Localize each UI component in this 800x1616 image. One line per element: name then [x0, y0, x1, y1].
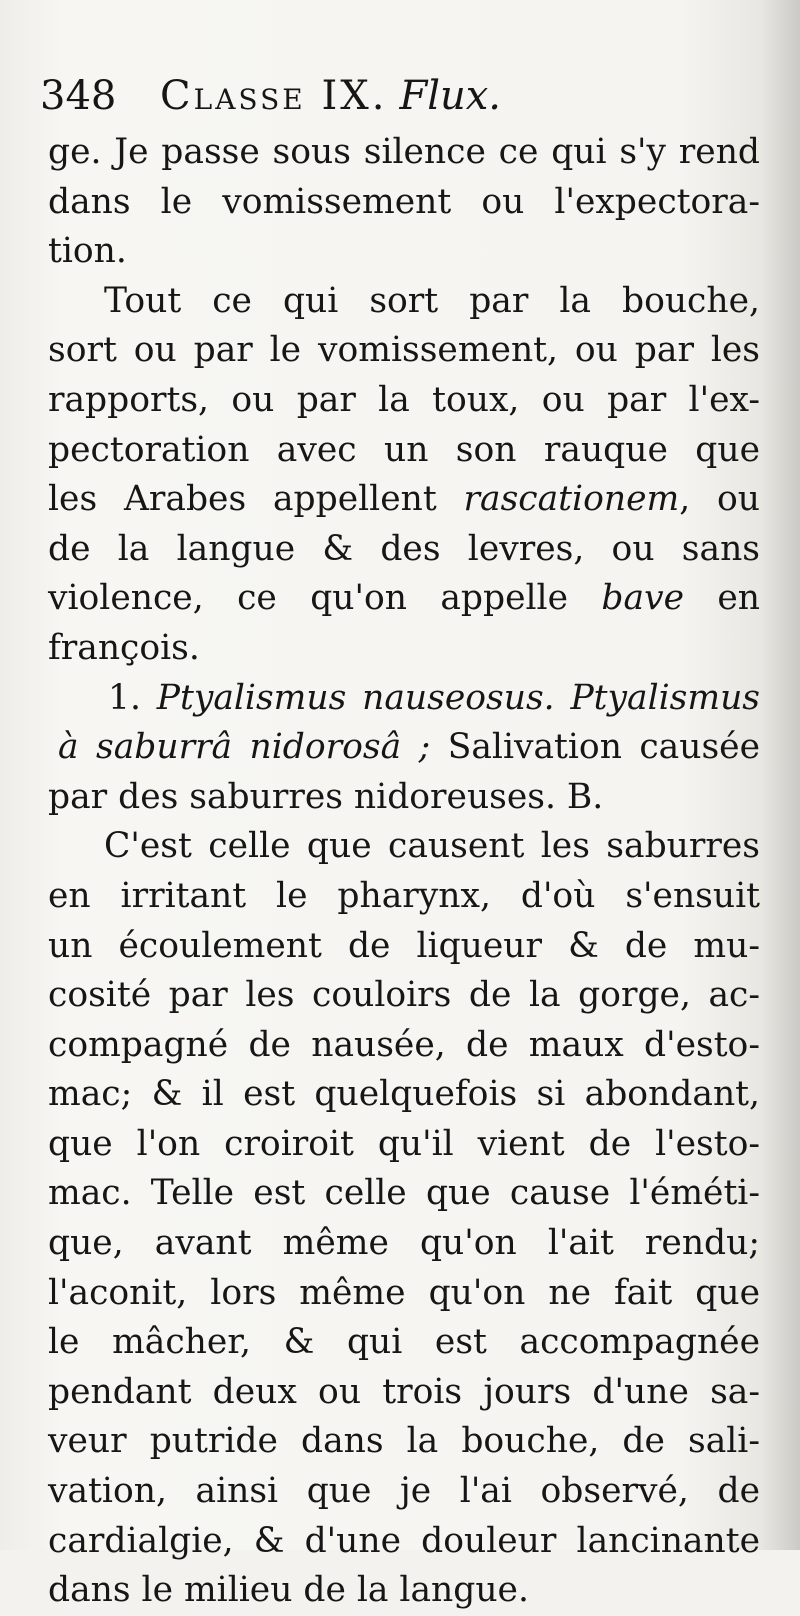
text-segment: Salivation causée — [447, 727, 760, 768]
text-line: veur putride dans la bouche, de sali- — [48, 1421, 760, 1462]
text-line: dans le vomissement ou l'expectora- — [48, 181, 760, 222]
page-body — [48, 128, 760, 1616]
text-line: de la langue & des levres, ou sans — [48, 528, 760, 569]
italic-term: rascationem — [463, 479, 680, 520]
text-line — [48, 475, 760, 525]
text-segment: violence, ce qu'on appelle — [48, 578, 569, 619]
text-line — [48, 574, 760, 624]
text-line: un écoulement de liqueur & de mu- — [48, 925, 760, 966]
text-segment: , ou — [679, 479, 760, 520]
text-line: pectoration avec un son rauque que — [48, 429, 760, 470]
text-segment: en — [717, 578, 761, 619]
text-line: que, avant même qu'on l'ait rendu; — [48, 1223, 760, 1264]
text-line: mac; & il est quelquefois si abondant, — [48, 1074, 760, 1115]
text-line: tion. — [48, 231, 127, 272]
page-header — [40, 66, 760, 126]
text-line: l'aconit, lors même qu'on ne fait que — [48, 1272, 760, 1313]
text-line: mac. Telle est celle que cause l'éméti- — [48, 1173, 760, 1214]
page-edge-shadow — [760, 0, 800, 1550]
text-line: françois. — [48, 627, 200, 668]
text-line — [48, 674, 760, 724]
text-line: le mâcher, & qui est accompagnée — [48, 1322, 760, 1363]
text-line: ge. Je passe sous silence ce qui s'y rend — [48, 132, 760, 172]
text-line: rapports, ou par la toux, ou par l'ex- — [48, 379, 760, 420]
page-number: 348 — [40, 73, 117, 119]
text-line: en irritant le pharynx, d'où s'ensuit — [48, 875, 760, 916]
text-line: sort ou par le vomissement, ou par les — [48, 330, 760, 371]
text-line: pendant deux ou trois jours d'une sa- — [48, 1371, 760, 1412]
text-segment: les Arabes appellent — [48, 479, 437, 520]
text-line: vation, ainsi que je l'ai observé, de — [48, 1471, 760, 1512]
running-title: Classe IX. — [160, 73, 388, 119]
running-title-italic: Flux. — [399, 73, 502, 119]
text-line: C'est celle que causent les saburres — [104, 826, 760, 867]
entry-number: 1. — [108, 677, 141, 718]
text-line: compagné de nausée, de maux d'esto- — [48, 1024, 760, 1065]
italic-term: bave — [601, 578, 684, 619]
text-line: que l'on croiroit qu'il vient de l'esto- — [48, 1123, 760, 1164]
italic-term: à saburrâ nidorosâ ; — [58, 727, 431, 768]
text-line: cardialgie, & d'une douleur lancinante — [48, 1520, 760, 1561]
text-line: cosité par les couloirs de la gorge, ac- — [48, 975, 760, 1016]
text-line: par des saburres nidoreuses. B. — [48, 776, 604, 817]
text-line: dans le milieu de la langue. — [48, 1570, 529, 1611]
italic-term: Ptyalismus nauseosus. Ptyalismus — [156, 677, 760, 718]
text-line: Tout ce qui sort par la bouche, — [104, 280, 760, 321]
text-line — [48, 723, 760, 773]
